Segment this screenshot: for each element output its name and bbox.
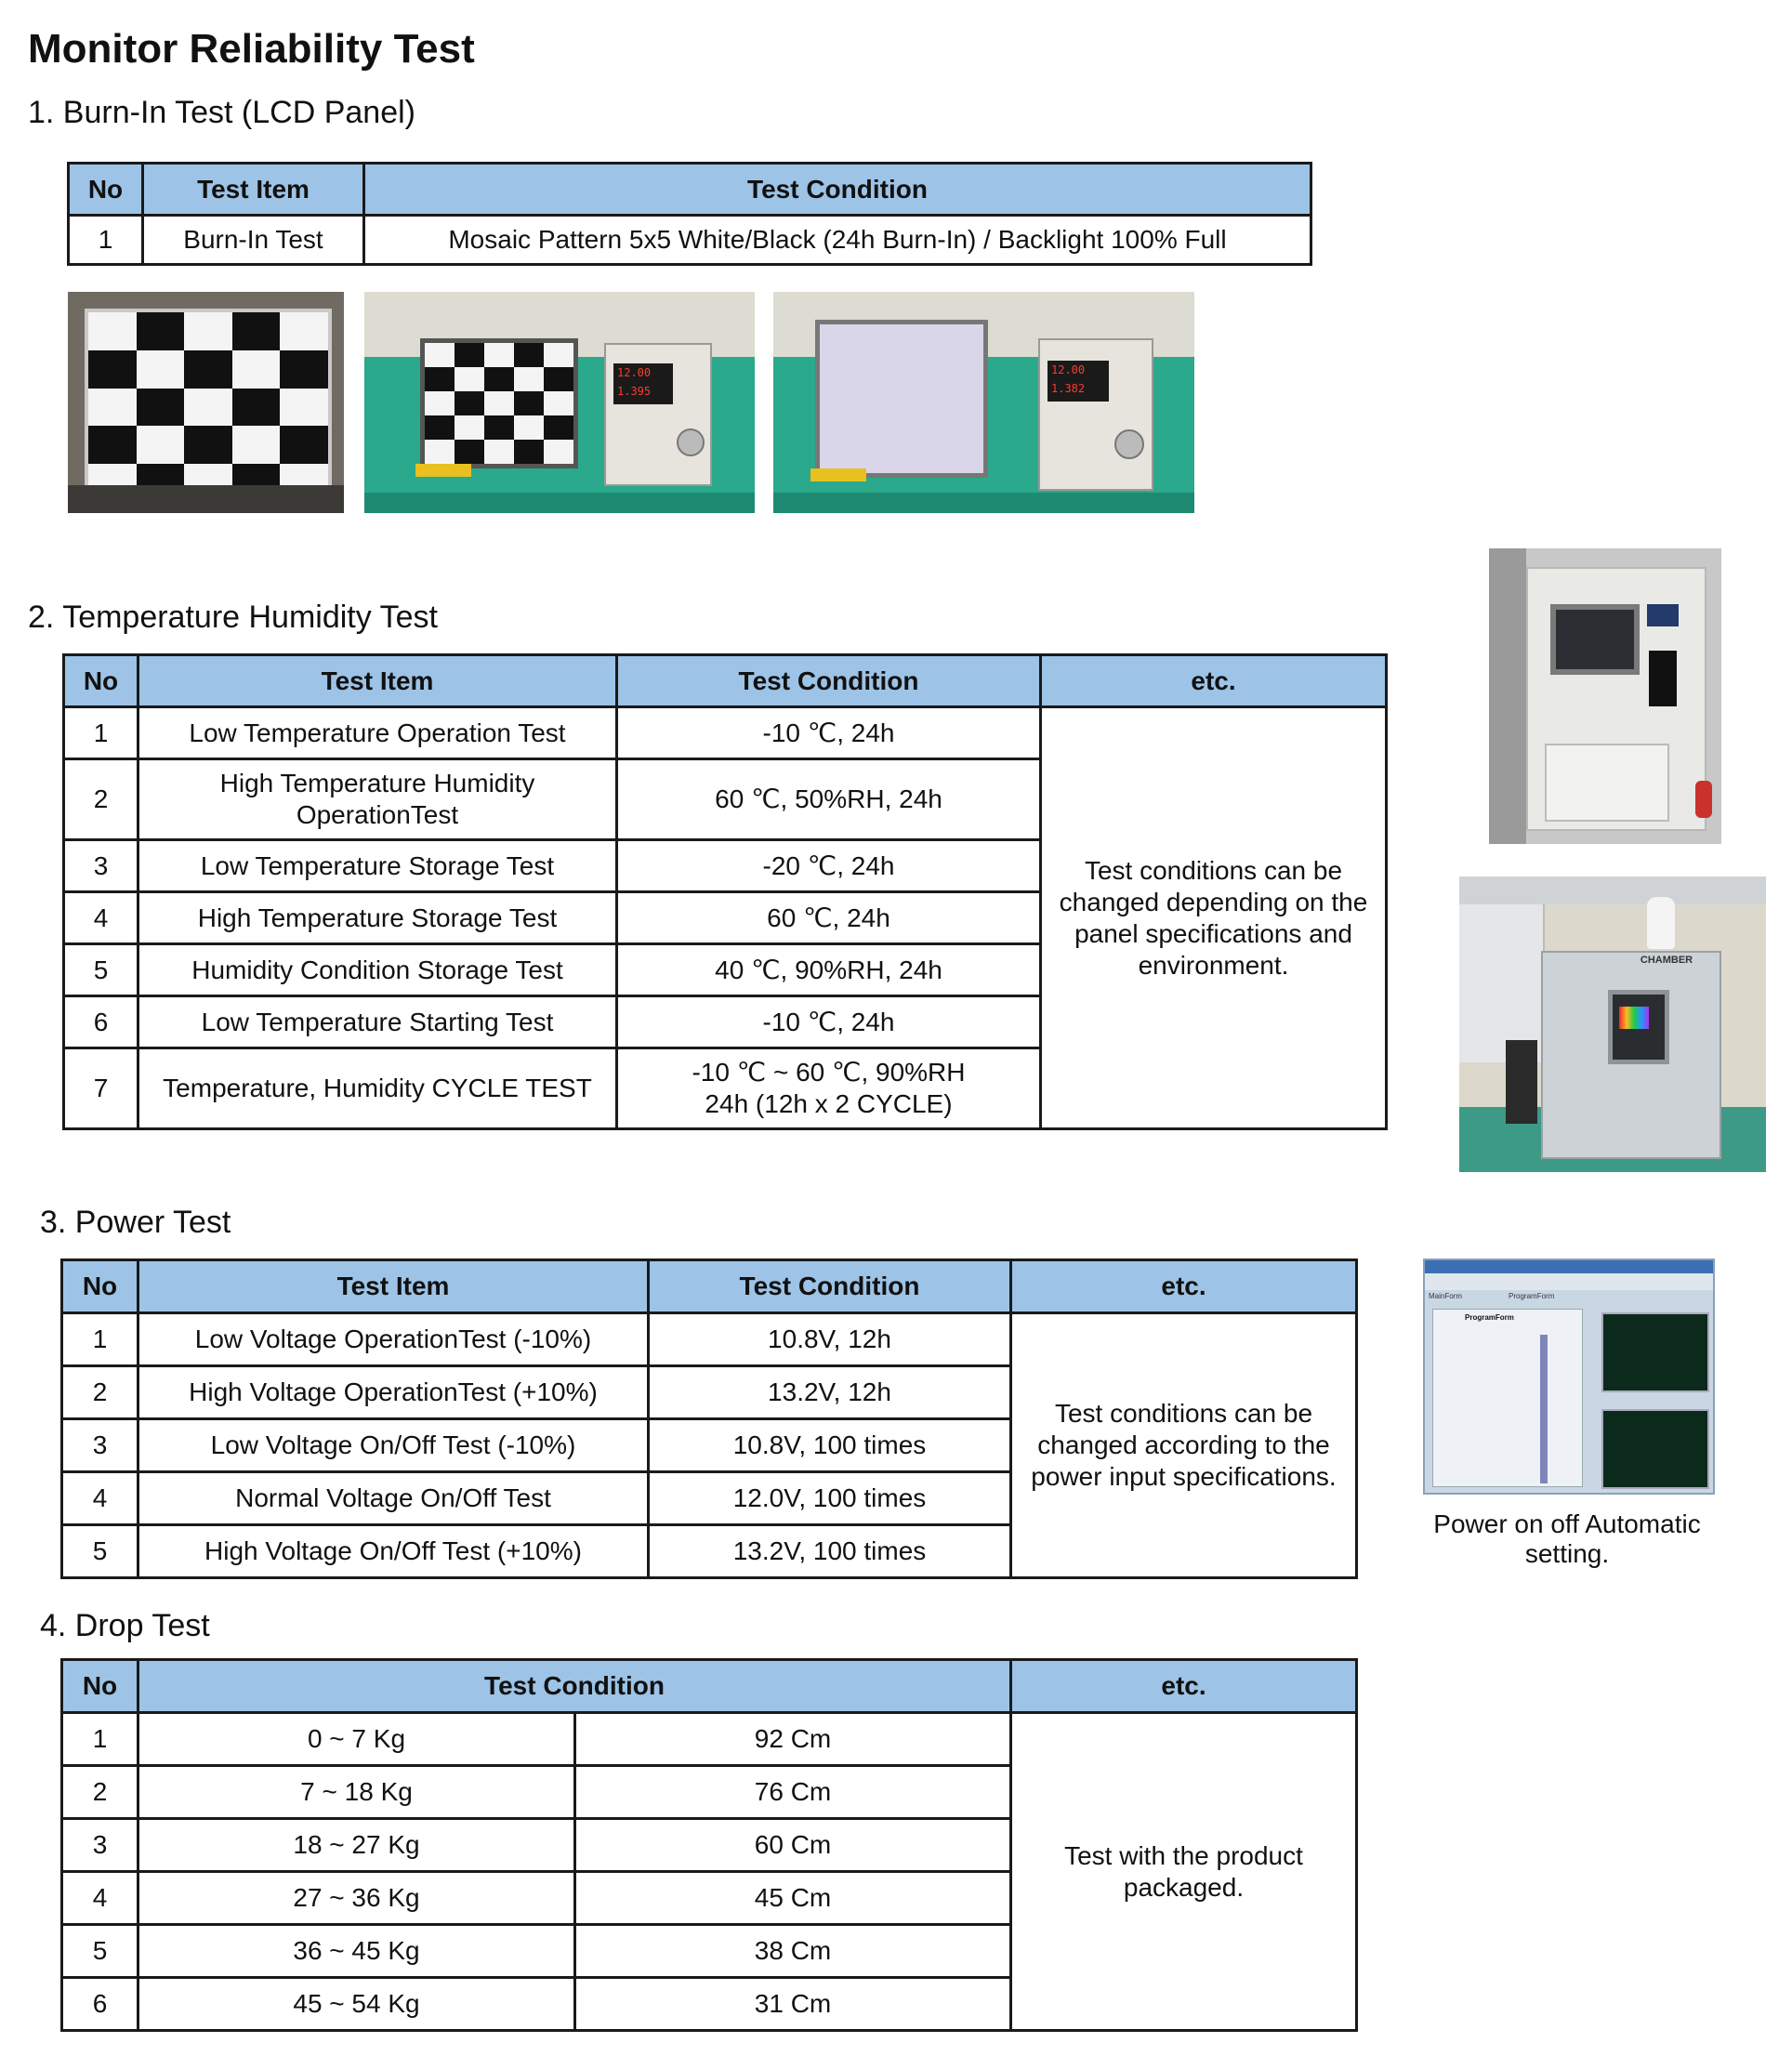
drop-heading: 4. Drop Test	[40, 1608, 210, 1643]
row-no: 1	[69, 216, 143, 265]
burnin-heading: 1. Burn-In Test (LCD Panel)	[28, 95, 415, 130]
col-test-item: Test Item	[138, 1260, 649, 1313]
row-no: 1	[62, 1713, 138, 1766]
row-weight-range: 18 ~ 27 Kg	[138, 1819, 575, 1872]
row-test-condition: -20 ℃, 24h	[617, 840, 1041, 892]
row-test-condition: 60 ℃, 24h	[617, 892, 1041, 944]
row-drop-height: 38 Cm	[575, 1925, 1011, 1978]
row-no: 2	[62, 1366, 138, 1419]
row-test-condition: 13.2V, 12h	[649, 1366, 1011, 1419]
row-test-condition: 60 ℃, 50%RH, 24h	[617, 759, 1041, 840]
screen-tab-programform: ProgramForm	[1509, 1292, 1555, 1300]
row-weight-range: 27 ~ 36 Kg	[138, 1872, 575, 1925]
row-test-item: Low Temperature Storage Test	[138, 840, 617, 892]
row-test-condition: -10 ℃, 24h	[617, 707, 1041, 759]
row-test-condition: -10 ℃ ~ 60 ℃, 90%RH 24h (12h x 2 CYCLE)	[617, 1048, 1041, 1129]
row-test-item: Low Voltage OperationTest (-10%)	[138, 1313, 649, 1366]
power-etc-note: Test conditions can be changed according to the power input specifications.	[1011, 1313, 1357, 1578]
drop-table	[60, 1658, 1358, 2032]
row-no: 3	[64, 840, 138, 892]
row-test-item: Burn-In Test	[143, 216, 364, 265]
table-row	[62, 1713, 1357, 1766]
climate-chamber-photo	[1489, 548, 1721, 844]
row-drop-height: 60 Cm	[575, 1819, 1011, 1872]
power-automation-screenshot	[1423, 1259, 1715, 1495]
psu-voltage-readout: 12.00	[617, 366, 652, 379]
drop-etc-note: Test with the product packaged.	[1011, 1713, 1357, 2031]
power-screenshot-caption: Power on off Automatic setting.	[1433, 1509, 1701, 1568]
psu-current-readout: 1.395	[617, 385, 652, 398]
row-no: 1	[64, 707, 138, 759]
screen-tab-mainform: MainForm	[1429, 1292, 1463, 1300]
burnin-panel-checker-psu-photo	[364, 292, 755, 513]
burnin-table	[67, 162, 1312, 266]
temp-etc-note: Test conditions can be changed depending on the panel specifications and environment.	[1041, 707, 1387, 1129]
row-drop-height: 92 Cm	[575, 1713, 1011, 1766]
power-table	[60, 1259, 1358, 1579]
row-no: 5	[62, 1925, 138, 1978]
row-test-item: Low Temperature Starting Test	[138, 996, 617, 1048]
row-test-item: High Voltage OperationTest (+10%)	[138, 1366, 649, 1419]
row-test-condition: 13.2V, 100 times	[649, 1525, 1011, 1578]
chamber-lab-photo	[1459, 876, 1766, 1172]
row-test-item: High Voltage On/Off Test (+10%)	[138, 1525, 649, 1578]
power-heading: 3. Power Test	[40, 1205, 231, 1240]
row-test-condition: -10 ℃, 24h	[617, 996, 1041, 1048]
psu-current-readout: 1.382	[1051, 382, 1086, 395]
row-no: 7	[64, 1048, 138, 1129]
row-drop-height: 45 Cm	[575, 1872, 1011, 1925]
row-no: 4	[64, 892, 138, 944]
col-test-condition: Test Condition	[364, 164, 1311, 216]
row-test-condition: 10.8V, 12h	[649, 1313, 1011, 1366]
row-no: 3	[62, 1419, 138, 1472]
row-weight-range: 7 ~ 18 Kg	[138, 1766, 575, 1819]
chamber-label: CHAMBER	[1640, 955, 1693, 966]
row-test-item: Humidity Condition Storage Test	[138, 944, 617, 996]
temp-heading: 2. Temperature Humidity Test	[28, 600, 438, 635]
row-weight-range: 45 ~ 54 Kg	[138, 1978, 575, 2031]
row-no: 1	[62, 1313, 138, 1366]
col-no: No	[64, 655, 138, 707]
psu-voltage-readout: 12.00	[1051, 363, 1086, 376]
col-test-item: Test Item	[143, 164, 364, 216]
col-etc: etc.	[1041, 655, 1387, 707]
row-weight-range: 0 ~ 7 Kg	[138, 1713, 575, 1766]
row-test-item: High Temperature Storage Test	[138, 892, 617, 944]
row-no: 6	[62, 1978, 138, 2031]
row-no: 3	[62, 1819, 138, 1872]
row-no: 6	[64, 996, 138, 1048]
row-no: 5	[62, 1525, 138, 1578]
table-row	[64, 707, 1387, 759]
row-drop-height: 76 Cm	[575, 1766, 1011, 1819]
table-row	[69, 216, 1311, 265]
row-test-item: Normal Voltage On/Off Test	[138, 1472, 649, 1525]
row-test-condition: 10.8V, 100 times	[649, 1419, 1011, 1472]
col-etc: etc.	[1011, 1260, 1357, 1313]
col-no: No	[62, 1660, 138, 1713]
col-test-condition: Test Condition	[617, 655, 1041, 707]
row-test-condition: 12.0V, 100 times	[649, 1472, 1011, 1525]
col-test-condition: Test Condition	[649, 1260, 1011, 1313]
row-no: 2	[64, 759, 138, 840]
col-no: No	[69, 164, 143, 216]
col-no: No	[62, 1260, 138, 1313]
row-test-item: High Temperature Humidity OperationTest	[138, 759, 617, 840]
row-no: 4	[62, 1472, 138, 1525]
burnin-panel-checker-photo	[68, 292, 344, 513]
temp-humidity-table	[62, 653, 1388, 1130]
row-weight-range: 36 ~ 45 Kg	[138, 1925, 575, 1978]
burnin-panel-white-psu-photo	[773, 292, 1194, 513]
row-test-item: Low Voltage On/Off Test (-10%)	[138, 1419, 649, 1472]
row-drop-height: 31 Cm	[575, 1978, 1011, 2031]
screen-form-title: ProgramForm	[1465, 1313, 1514, 1322]
row-test-item: Temperature, Humidity CYCLE TEST	[138, 1048, 617, 1129]
row-test-item: Low Temperature Operation Test	[138, 707, 617, 759]
table-row	[62, 1313, 1357, 1366]
col-test-condition: Test Condition	[138, 1660, 1011, 1713]
row-test-condition: 40 ℃, 90%RH, 24h	[617, 944, 1041, 996]
row-no: 4	[62, 1872, 138, 1925]
row-no: 5	[64, 944, 138, 996]
page-title: Monitor Reliability Test	[28, 26, 475, 72]
row-test-condition: Mosaic Pattern 5x5 White/Black (24h Burn-In) / Backlight 100% Full	[364, 216, 1311, 265]
col-test-item: Test Item	[138, 655, 617, 707]
col-etc: etc.	[1011, 1660, 1357, 1713]
row-no: 2	[62, 1766, 138, 1819]
